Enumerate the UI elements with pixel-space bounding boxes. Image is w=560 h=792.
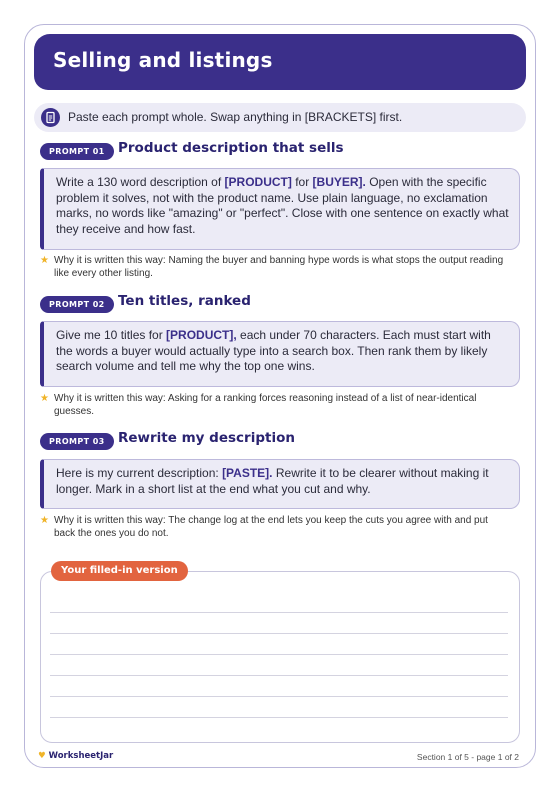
prompt-text: Rewrite it to be clearer without making it longer. Mark in a short list at the end what you cut and why.	[56, 466, 489, 496]
writing-line	[50, 675, 508, 676]
footer-brand	[38, 751, 113, 761]
star-icon: ★	[40, 393, 49, 404]
prompt-badge: PROMPT 03	[40, 433, 114, 450]
why-text: Why it is written this way: Naming the buyer and banning hype words is what stops the output reading like every other listing.	[54, 255, 504, 279]
placeholder-token: [BUYER].	[312, 175, 366, 189]
info-banner	[34, 103, 526, 132]
writing-line	[50, 612, 508, 613]
brand-name: WorksheetJar	[48, 751, 114, 761]
placeholder-token: [PRODUCT]	[224, 175, 292, 189]
writing-line	[50, 633, 508, 634]
prompt-text: Give me 10 titles for	[56, 328, 167, 342]
page-title: Selling and listings	[53, 48, 273, 72]
placeholder-token: [PRODUCT],	[166, 328, 237, 342]
star-icon: ★	[40, 255, 49, 266]
why-text: Why it is written this way: The change log at the end lets you keep the cuts you agree with and put back the ones you do not.	[54, 515, 488, 539]
prompt-body[interactable]	[40, 321, 520, 387]
prompt-title: Product description that sells	[118, 140, 344, 156]
writing-line	[50, 717, 508, 718]
why-note	[40, 392, 510, 418]
page-indicator: Section 1 of 5 - page 1 of 2	[416, 752, 519, 762]
info-text: Paste each prompt whole. Swap anything in [BRACKETS] first.	[68, 110, 403, 124]
prompt-badge: PROMPT 02	[40, 296, 114, 313]
prompt-body[interactable]	[40, 168, 520, 250]
star-icon: ★	[40, 515, 49, 526]
writing-line	[50, 696, 508, 697]
placeholder-token: [PASTE].	[222, 466, 273, 480]
page-header	[34, 34, 526, 90]
prompt-text: for	[291, 175, 313, 189]
heart-icon: ♥	[38, 751, 46, 761]
why-note	[40, 254, 510, 280]
prompt-body[interactable]	[40, 459, 520, 509]
prompt-text: Write a 130 word description of	[56, 175, 225, 189]
why-note	[40, 514, 510, 540]
prompt-title: Ten titles, ranked	[118, 293, 251, 309]
prompt-text: Open with the specific problem it solves, not with the product name. Use plain language, no exclamation marks, no words like "amazing" or "perfect". Close with one sentence on exactly what they receive and how fast.	[56, 175, 509, 236]
prompt-text: each under 70 characters. Each must start with the words a buyer would actually type into a search box. Then rank them by likely search volume and tell me why the top one wins.	[56, 328, 491, 373]
document-icon	[41, 108, 60, 127]
fill-in-label: Your filled-in version	[51, 561, 188, 581]
why-text: Why it is written this way: Asking for a ranking forces reasoning instead of a list of near-identical guesses.	[54, 393, 477, 417]
prompt-text: Here is my current description:	[56, 466, 223, 480]
prompt-title: Rewrite my description	[118, 430, 295, 446]
writing-line	[50, 654, 508, 655]
prompt-badge: PROMPT 01	[40, 143, 114, 160]
